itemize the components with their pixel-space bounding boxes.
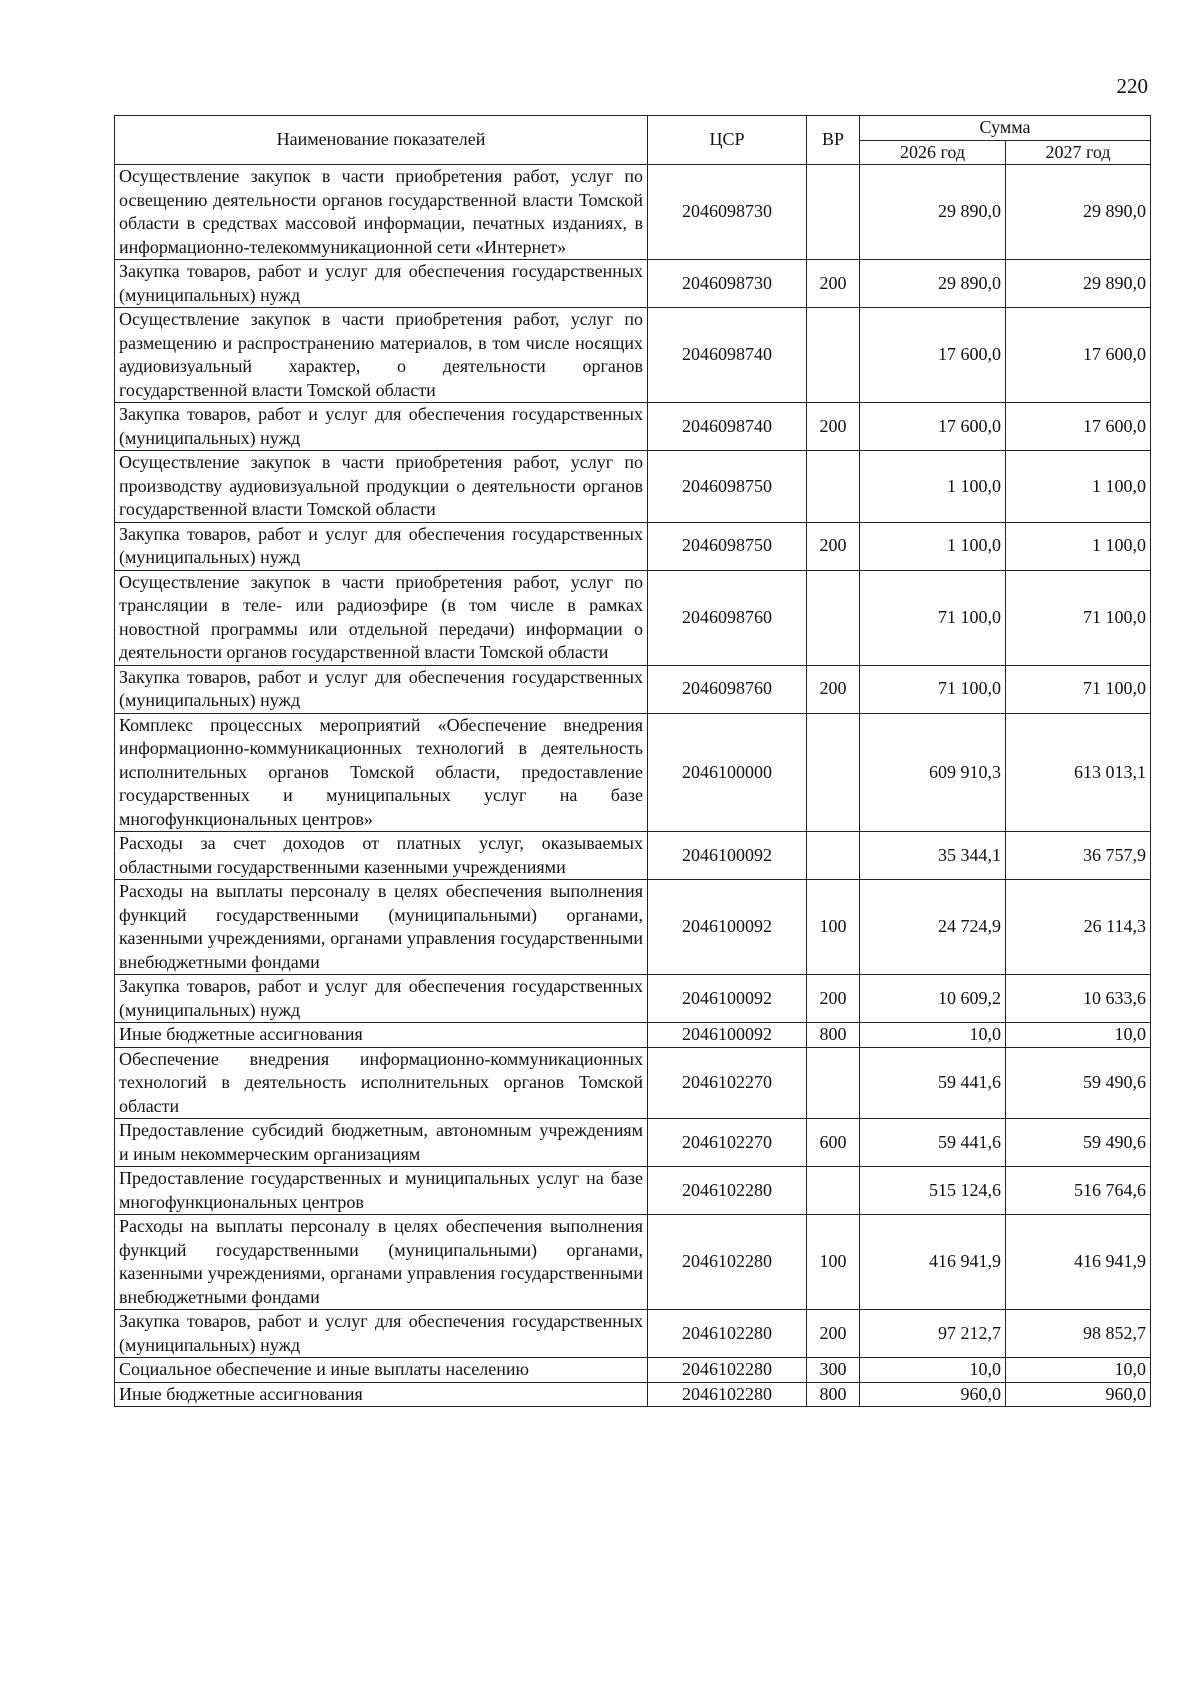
row-csr: 2046098760 <box>648 570 807 665</box>
row-csr: 2046100092 <box>648 1023 807 1048</box>
table-row <box>115 1215 1151 1310</box>
table-row <box>115 1023 1151 1048</box>
row-sum-2027: 1 100,0 <box>1006 451 1151 523</box>
row-csr: 2046102270 <box>648 1047 807 1119</box>
row-sum-2026: 1 100,0 <box>860 522 1006 570</box>
row-csr: 2046102280 <box>648 1167 807 1215</box>
row-name: Закупка товаров, работ и услуг для обеспечения государственных (муниципальных) нужд <box>115 403 648 451</box>
table-row <box>115 570 1151 665</box>
row-sum-2027: 71 100,0 <box>1006 570 1151 665</box>
row-sum-2026: 609 910,3 <box>860 713 1006 832</box>
table-body <box>115 165 1151 1407</box>
table-row <box>115 403 1151 451</box>
row-sum-2026: 97 212,7 <box>860 1310 1006 1358</box>
table-row <box>115 1047 1151 1119</box>
header-csr: ЦСР <box>648 116 807 165</box>
row-sum-2027: 516 764,6 <box>1006 1167 1151 1215</box>
row-sum-2027: 98 852,7 <box>1006 1310 1151 1358</box>
row-csr: 2046098740 <box>648 403 807 451</box>
table-row <box>115 260 1151 308</box>
row-vr: 200 <box>807 1310 860 1358</box>
row-sum-2027: 17 600,0 <box>1006 403 1151 451</box>
row-sum-2027: 17 600,0 <box>1006 308 1151 403</box>
row-sum-2026: 59 441,6 <box>860 1047 1006 1119</box>
row-sum-2026: 24 724,9 <box>860 880 1006 975</box>
row-vr: 200 <box>807 522 860 570</box>
row-name: Предоставление государственных и муниципальных услуг на базе многофункциональных центров <box>115 1167 648 1215</box>
row-sum-2026: 1 100,0 <box>860 451 1006 523</box>
row-vr: 100 <box>807 880 860 975</box>
row-name: Закупка товаров, работ и услуг для обеспечения государственных (муниципальных) нужд <box>115 1310 648 1358</box>
row-csr: 2046098750 <box>648 522 807 570</box>
row-name: Расходы за счет доходов от платных услуг, оказываемых областными государственными казенными учреждениями <box>115 832 648 880</box>
row-csr: 2046098730 <box>648 260 807 308</box>
row-sum-2026: 17 600,0 <box>860 403 1006 451</box>
row-vr: 600 <box>807 1119 860 1167</box>
header-sum: Сумма <box>860 116 1151 141</box>
row-vr <box>807 1047 860 1119</box>
table-row <box>115 451 1151 523</box>
row-vr <box>807 165 860 260</box>
row-sum-2027: 416 941,9 <box>1006 1215 1151 1310</box>
table-row <box>115 975 1151 1023</box>
row-csr: 2046098750 <box>648 451 807 523</box>
row-sum-2027: 10,0 <box>1006 1023 1151 1048</box>
row-name: Предоставление субсидий бюджетным, автономным учреждениям и иным некоммерческим организациям <box>115 1119 648 1167</box>
row-sum-2027: 26 114,3 <box>1006 880 1151 975</box>
row-sum-2027: 10 633,6 <box>1006 975 1151 1023</box>
table-row <box>115 1310 1151 1358</box>
table-row <box>115 1382 1151 1407</box>
row-vr: 200 <box>807 975 860 1023</box>
row-vr: 800 <box>807 1382 860 1407</box>
row-csr: 2046102280 <box>648 1310 807 1358</box>
row-name: Закупка товаров, работ и услуг для обеспечения государственных (муниципальных) нужд <box>115 522 648 570</box>
row-sum-2026: 35 344,1 <box>860 832 1006 880</box>
table-row <box>115 880 1151 975</box>
row-name: Осуществление закупок в части приобретения работ, услуг по размещению и распространению материалов, в том числе носящих аудиовизуальный характер, о деятельности органов государственной власти Томской области <box>115 308 648 403</box>
row-sum-2026: 515 124,6 <box>860 1167 1006 1215</box>
row-sum-2026: 29 890,0 <box>860 165 1006 260</box>
row-vr <box>807 570 860 665</box>
row-sum-2026: 29 890,0 <box>860 260 1006 308</box>
row-sum-2027: 29 890,0 <box>1006 165 1151 260</box>
row-vr <box>807 713 860 832</box>
row-sum-2027: 36 757,9 <box>1006 832 1151 880</box>
row-vr <box>807 451 860 523</box>
row-vr: 100 <box>807 1215 860 1310</box>
header-year-2026: 2026 год <box>860 140 1006 165</box>
row-sum-2026: 10 609,2 <box>860 975 1006 1023</box>
row-name: Закупка товаров, работ и услуг для обеспечения государственных (муниципальных) нужд <box>115 665 648 713</box>
row-name: Расходы на выплаты персоналу в целях обеспечения выполнения функций государственными (муниципальными) органами, казенными учреждениями, органами управления государственными внебюджетными фондами <box>115 1215 648 1310</box>
row-vr <box>807 308 860 403</box>
row-vr: 300 <box>807 1358 860 1383</box>
row-name: Закупка товаров, работ и услуг для обеспечения государственных (муниципальных) нужд <box>115 975 648 1023</box>
row-sum-2026: 59 441,6 <box>860 1119 1006 1167</box>
row-name: Социальное обеспечение и иные выплаты населению <box>115 1358 648 1383</box>
row-csr: 2046102280 <box>648 1215 807 1310</box>
row-sum-2027: 29 890,0 <box>1006 260 1151 308</box>
row-sum-2026: 71 100,0 <box>860 570 1006 665</box>
row-name: Осуществление закупок в части приобретения работ, услуг по освещению деятельности органов государственной власти Томской области в средствах массовой информации, печатных изданиях, в информационно-телекоммуникационной сети «Интернет» <box>115 165 648 260</box>
row-name: Закупка товаров, работ и услуг для обеспечения государственных (муниципальных) нужд <box>115 260 648 308</box>
row-sum-2027: 960,0 <box>1006 1382 1151 1407</box>
budget-table <box>114 115 1151 1407</box>
row-csr: 2046100092 <box>648 832 807 880</box>
row-vr: 200 <box>807 403 860 451</box>
table-row <box>115 1167 1151 1215</box>
table-row <box>115 1119 1151 1167</box>
table-row <box>115 713 1151 832</box>
row-vr <box>807 832 860 880</box>
row-sum-2026: 960,0 <box>860 1382 1006 1407</box>
row-vr: 200 <box>807 665 860 713</box>
row-csr: 2046102280 <box>648 1382 807 1407</box>
row-csr: 2046098760 <box>648 665 807 713</box>
row-name: Осуществление закупок в части приобретения работ, услуг по трансляции в теле- или радиоэфире (в том числе в рамках новостной программы или отдельной передачи) информации о деятельности органов государственной власти Томской области <box>115 570 648 665</box>
row-sum-2027: 1 100,0 <box>1006 522 1151 570</box>
row-name: Расходы на выплаты персоналу в целях обеспечения выполнения функций государственными (муниципальными) органами, казенными учреждениями, органами управления государственными внебюджетными фондами <box>115 880 648 975</box>
row-sum-2027: 613 013,1 <box>1006 713 1151 832</box>
row-csr: 2046100092 <box>648 880 807 975</box>
row-vr: 800 <box>807 1023 860 1048</box>
row-sum-2027: 59 490,6 <box>1006 1047 1151 1119</box>
row-sum-2026: 10,0 <box>860 1358 1006 1383</box>
row-name: Иные бюджетные ассигнования <box>115 1023 648 1048</box>
row-sum-2026: 71 100,0 <box>860 665 1006 713</box>
row-name: Обеспечение внедрения информационно-коммуникационных технологий в деятельность исполнительных органов Томской области <box>115 1047 648 1119</box>
row-sum-2026: 416 941,9 <box>860 1215 1006 1310</box>
row-sum-2026: 10,0 <box>860 1023 1006 1048</box>
row-sum-2027: 71 100,0 <box>1006 665 1151 713</box>
row-sum-2027: 59 490,6 <box>1006 1119 1151 1167</box>
table-row <box>115 308 1151 403</box>
row-name: Осуществление закупок в части приобретения работ, услуг по производству аудиовизуальной продукции о деятельности органов государственной власти Томской области <box>115 451 648 523</box>
row-vr <box>807 1167 860 1215</box>
row-csr: 2046102280 <box>648 1358 807 1383</box>
row-csr: 2046098740 <box>648 308 807 403</box>
header-name: Наименование показателей <box>115 116 648 165</box>
table-row <box>115 1358 1151 1383</box>
header-vr: ВР <box>807 116 860 165</box>
table-row <box>115 832 1151 880</box>
row-sum-2026: 17 600,0 <box>860 308 1006 403</box>
row-csr: 2046100000 <box>648 713 807 832</box>
row-vr: 200 <box>807 260 860 308</box>
row-name: Комплекс процессных мероприятий «Обеспечение внедрения информационно-коммуникационных технологий в деятельность исполнительных органов Томской области, предоставление государственных и муниципальных услуг на базе многофункциональных центров» <box>115 713 648 832</box>
table-row <box>115 165 1151 260</box>
row-name: Иные бюджетные ассигнования <box>115 1382 648 1407</box>
header-year-2027: 2027 год <box>1006 140 1151 165</box>
table-row <box>115 665 1151 713</box>
table-row <box>115 522 1151 570</box>
page-number: 220 <box>1116 74 1148 98</box>
row-csr: 2046100092 <box>648 975 807 1023</box>
row-sum-2027: 10,0 <box>1006 1358 1151 1383</box>
row-csr: 2046102270 <box>648 1119 807 1167</box>
row-csr: 2046098730 <box>648 165 807 260</box>
